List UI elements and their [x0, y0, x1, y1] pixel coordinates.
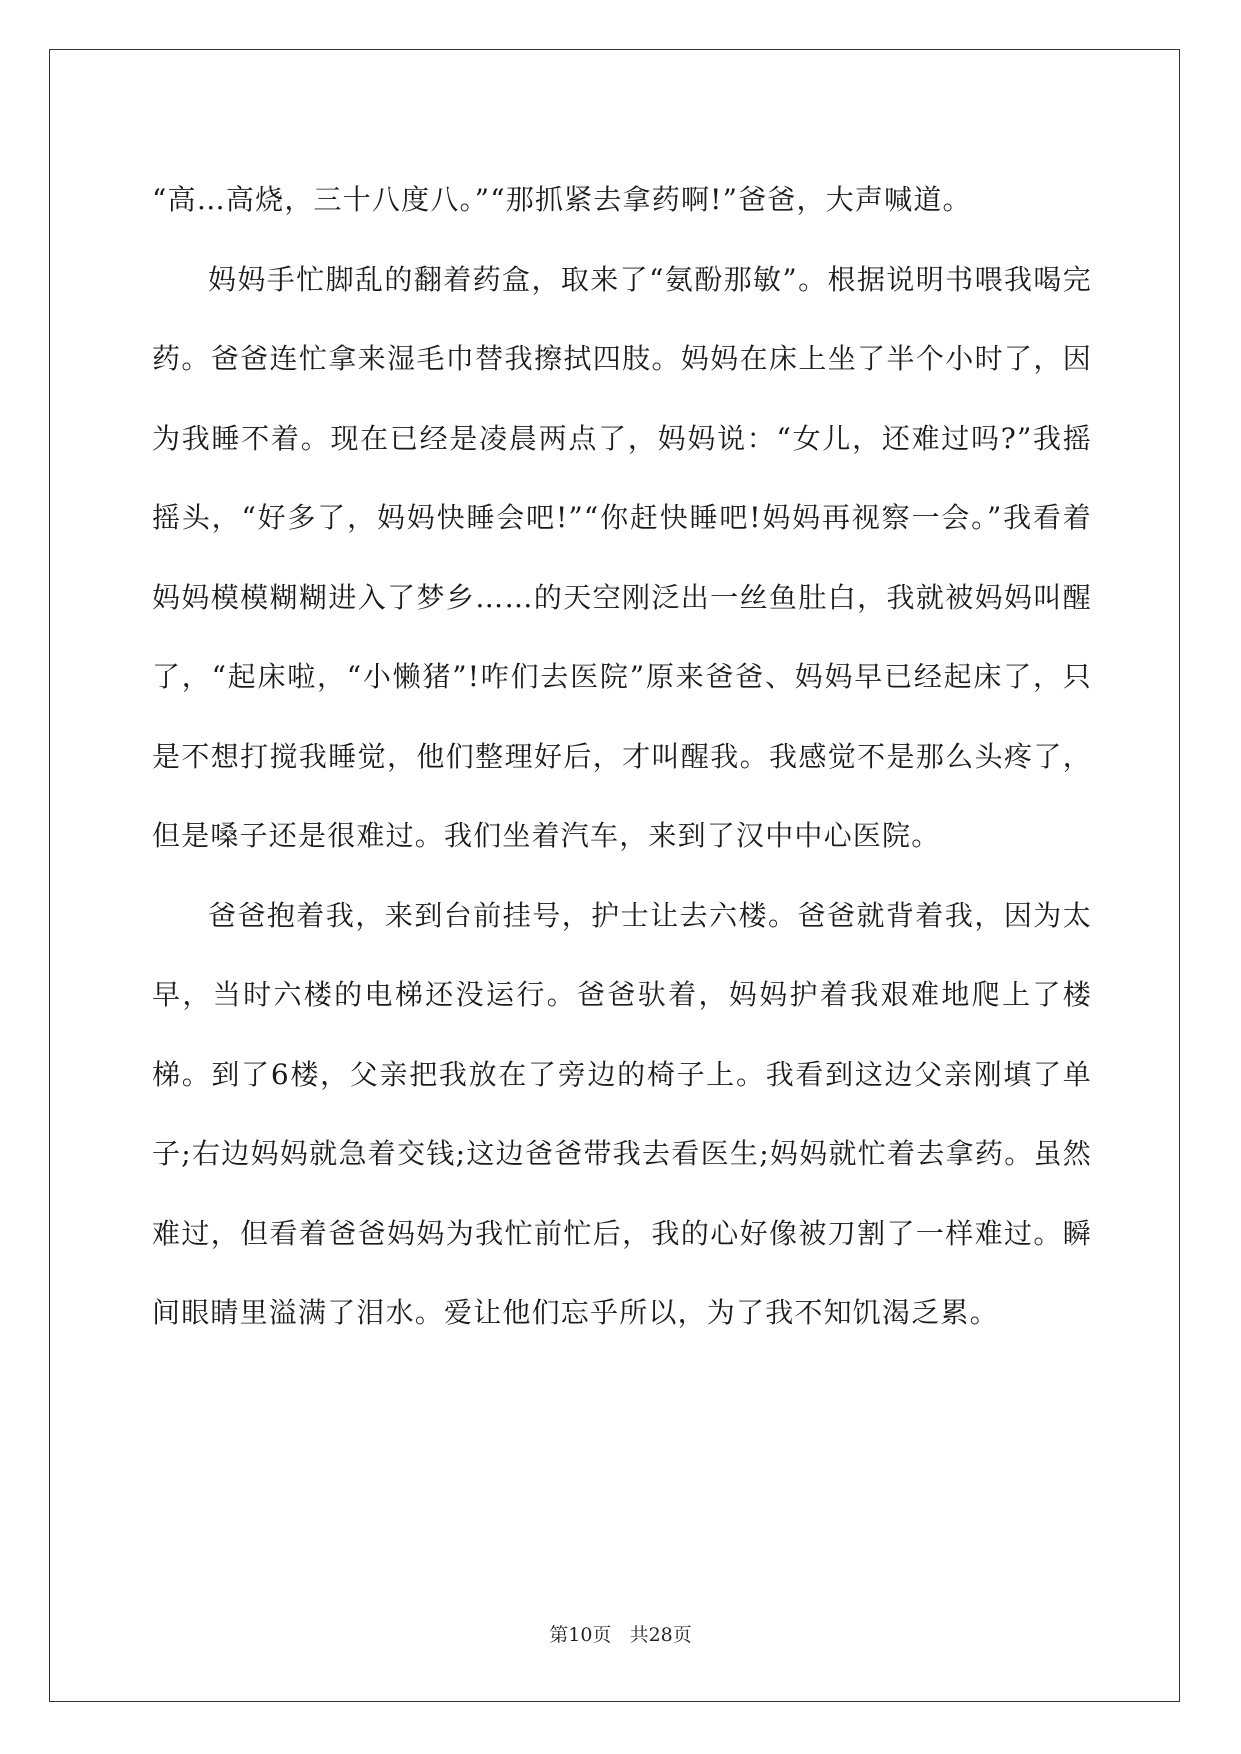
page-footer — [0, 1622, 1241, 1648]
paragraph-1: “高…高烧，三十八度八。”“那抓紧去拿药啊!”爸爸，大声喊道。 — [152, 183, 972, 216]
page-total: 共28页 — [629, 1624, 692, 1646]
paragraph-2: 妈妈手忙脚乱的翻着药盒，取来了“氨酚那敏”。根据说明书喂我喝完药。爸爸连忙拿来湿毛巾替我擦拭四肢。妈妈在床上坐了半个小时了，因为我睡不着。现在已经是凌晨两点了，妈妈说：“女儿，还难过吗?”我摇摇头，“好多了，妈妈快睡会吧!”“你赶快睡吧!妈妈再视察一会。”我看着妈妈模模糊糊进入了梦乡……的天空刚泛出一丝鱼肚白，我就被妈妈叫醒了，“起床啦，“小懒猪”!咋们去医院”原来爸爸、妈妈早已经起床了，只是不想打搅我睡觉，他们整理好后，才叫醒我。我感觉不是那么头疼了，但是嗓子还是很难过。我们坐着汽车，来到了汉中中心医院。 — [152, 262, 1092, 852]
document-body — [152, 160, 1092, 1353]
paragraph-3: 爸爸抱着我，来到台前挂号，护士让去六楼。爸爸就背着我，因为太早，当时六楼的电梯还没运行。爸爸驮着，妈妈护着我艰难地爬上了楼梯。到了6楼，父亲把我放在了旁边的椅子上。我看到这边父亲刚填了单子;右边妈妈就急着交钱;这边爸爸带我去看医生;妈妈就忙着去拿药。虽然难过，但看着爸爸妈妈为我忙前忙后，我的心好像被刀割了一样难过。瞬间眼睛里溢满了泪水。爱让他们忘乎所以，为了我不知饥渴乏累。 — [152, 898, 1092, 1329]
page-number: 第10页 — [549, 1624, 612, 1646]
